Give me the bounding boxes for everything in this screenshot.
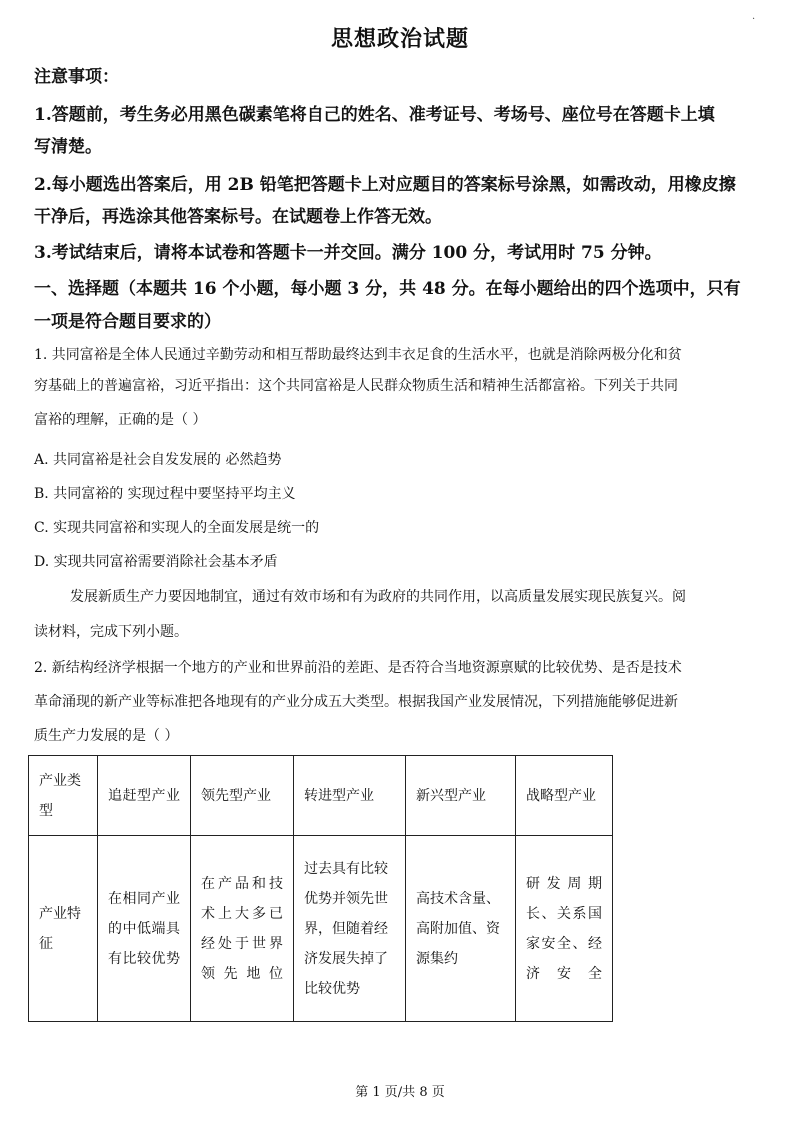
table-row [29, 756, 613, 836]
table-row-label: 产业特征 [29, 836, 98, 1022]
table-cell: 新兴型产业 [406, 756, 516, 836]
page-number: 第 1 页/共 8 页 [355, 1085, 445, 1100]
material-line: 发展新质生产力要因地制宜，通过有效市场和有为政府的共同作用，以高质量发展实现民族复兴。阅 [70, 589, 686, 605]
page-title: 思想政治试题 [330, 26, 469, 52]
section-heading-cont: 一项是符合题目要求的） [34, 312, 221, 332]
notes-line: 干净后，再选涂其他答案标号。在试题卷上作答无效。 [34, 207, 442, 227]
table-cell: 转进型产业 [294, 756, 406, 836]
q1-option-c: C. 实现共同富裕和实现人的全面发展是统一的 [34, 520, 320, 536]
q1-stem-line: 1. 共同富裕是全体人民通过辛勤劳动和相互帮助最终达到丰衣足食的生活水平，也就是消除两极分化和贫 [34, 347, 682, 363]
q2-stem-line: 革命涌现的新产业等标准把各地现有的产业分成五大类型。根据我国产业发展情况，下列措施能够促进新 [34, 694, 678, 710]
table-cell: 过去具有比较优势并领先世界，但随着经济发展失掉了比较优势 [294, 836, 406, 1022]
corner-mark: · [752, 14, 756, 25]
q1-option-d: D. 实现共同富裕需要消除社会基本矛盾 [34, 554, 278, 570]
q1-stem-line: 穷基础上的普遍富裕，习近平指出：这个共同富裕是人民群众物质生活和精神生活都富裕。下列关于共同 [34, 378, 678, 394]
material-line: 读材料，完成下列小题。 [34, 624, 188, 640]
industry-table [28, 755, 613, 1022]
table-row [29, 836, 613, 1022]
notes-line: 2.每小题选出答案后，用 2B 铅笔把答题卡上对应题目的答案标号涂黑，如需改动，用橡皮擦 [34, 175, 736, 195]
table-cell: 在产品和技术上大多已经处于世界领先地位 [191, 836, 294, 1022]
table-cell: 战略型产业 [516, 756, 613, 836]
q2-stem-line: 质生产力发展的是（ ） [34, 728, 179, 744]
notes-line: 写清楚。 [34, 137, 102, 157]
table-cell: 高技术含量、高附加值、资源集约 [406, 836, 516, 1022]
q1-option-b: B. 共同富裕的 实现过程中要坚持平均主义 [34, 486, 296, 502]
table-cell: 研发周期长、关系国家安全、经济安全 [516, 836, 613, 1022]
notes-line: 1.答题前，考生务必用黑色碳素笔将自己的姓名、准考证号、考场号、座位号在答题卡上填 [34, 105, 715, 125]
q1-stem-line: 富裕的理解，正确的是（ ） [34, 412, 207, 428]
table-cell: 追赶型产业 [98, 756, 191, 836]
table-cell: 领先型产业 [191, 756, 294, 836]
notes-heading: 注意事项： [34, 67, 119, 87]
notes-line: 3.考试结束后，请将本试卷和答题卡一并交回。满分 100 分，考试用时 75 分钟。 [34, 243, 662, 263]
table-cell: 在相同产业的中低端具有比较优势 [98, 836, 191, 1022]
section-heading: 一、选择题（本题共 16 个小题，每小题 3 分，共 48 分。在每小题给出的四个选项中，只有 [34, 279, 741, 299]
table-header-label: 产业类型 [29, 756, 98, 836]
q2-stem-line: 2. 新结构经济学根据一个地方的产业和世界前沿的差距、是否符合当地资源禀赋的比较优势、是否是技术 [34, 660, 682, 676]
q1-option-a: A. 共同富裕是社会自发发展的 必然趋势 [34, 452, 282, 468]
